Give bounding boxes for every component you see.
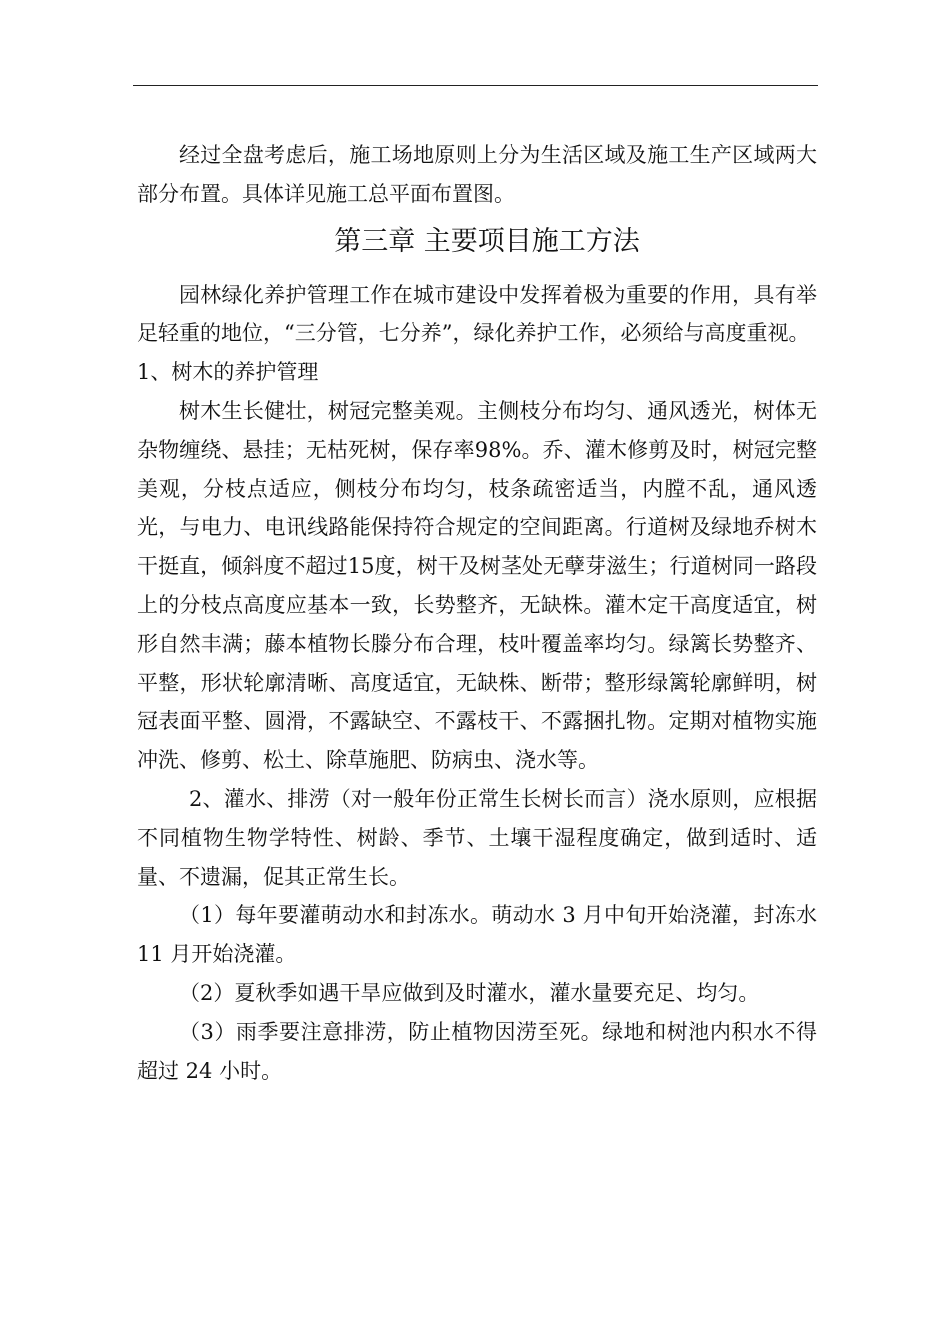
header-rule: [133, 85, 818, 86]
paragraph-site-layout: 经过全盘考虑后，施工场地原则上分为生活区域及施工生产区域两大部分布置。具体详见施工总平面布置图。: [137, 143, 817, 206]
paragraph-item-2: （2）夏秋季如遇干旱应做到及时灌水，灌水量要充足、均匀。: [179, 980, 760, 1005]
paragraph-item-1: （1）每年要灌萌动水和封冻水。萌动水 3 月中旬开始浇灌，封冻水 11 月开始浇灌。: [137, 903, 817, 967]
body-text: [137, 136, 817, 1090]
paragraph-irrigation: 2、灌水、排涝（对一般年份正常生长树长而言）浇水原则，应根据不同植物生物学特性、树龄、季节、土壤干湿程度确定，做到适时、适量、不遗漏，促其正常生长。: [137, 786, 817, 889]
paragraph-item-3: （3）雨季要注意排涝，防止植物因涝至死。绿地和树池内积水不得超过 24 小时。: [137, 1019, 817, 1083]
paragraph-tree-care: 树木生长健壮，树冠完整美观。主侧枝分布均匀、通风透光，树体无杂物缠绕、悬挂；无枯死树，保存率98%。乔、灌木修剪及时，树冠完整美观，分枝点适应，侧枝分布均匀，枝条疏密适当，内膛不乱，通风透光，与电力、电讯线路能保持符合规定的空间距离。行道树及绿地乔树木干挺直，倾斜度不超过15度，树干及树茎处无孽芽滋生；行道树同一路段上的分枝点高度应基本一致，长势整齐，无缺株。灌木定干高度适宜，树形自然丰满；藤本植物长滕分布合理，枝叶覆盖率均匀。绿篱长势整齐、平整，形状轮廓清晰、高度适宜，无缺株、断带；整形绿篱轮廓鲜明，树冠表面平整、圆滑，不露缺空、不露枝干、不露捆扎物。定期对植物实施冲洗、修剪、松土、除草施肥、防病虫、浇水等。: [137, 398, 817, 773]
section-heading-tree-care: 1、树木的养护管理: [137, 360, 319, 385]
chapter-title: 第三章 主要项目施工方法: [334, 225, 640, 257]
paragraph-intro: 园林绿化养护管理工作在城市建设中发挥着极为重要的作用，具有举足轻重的地位，“三分管，七分养”，绿化养护工作，必须给与高度重视。: [137, 282, 817, 346]
